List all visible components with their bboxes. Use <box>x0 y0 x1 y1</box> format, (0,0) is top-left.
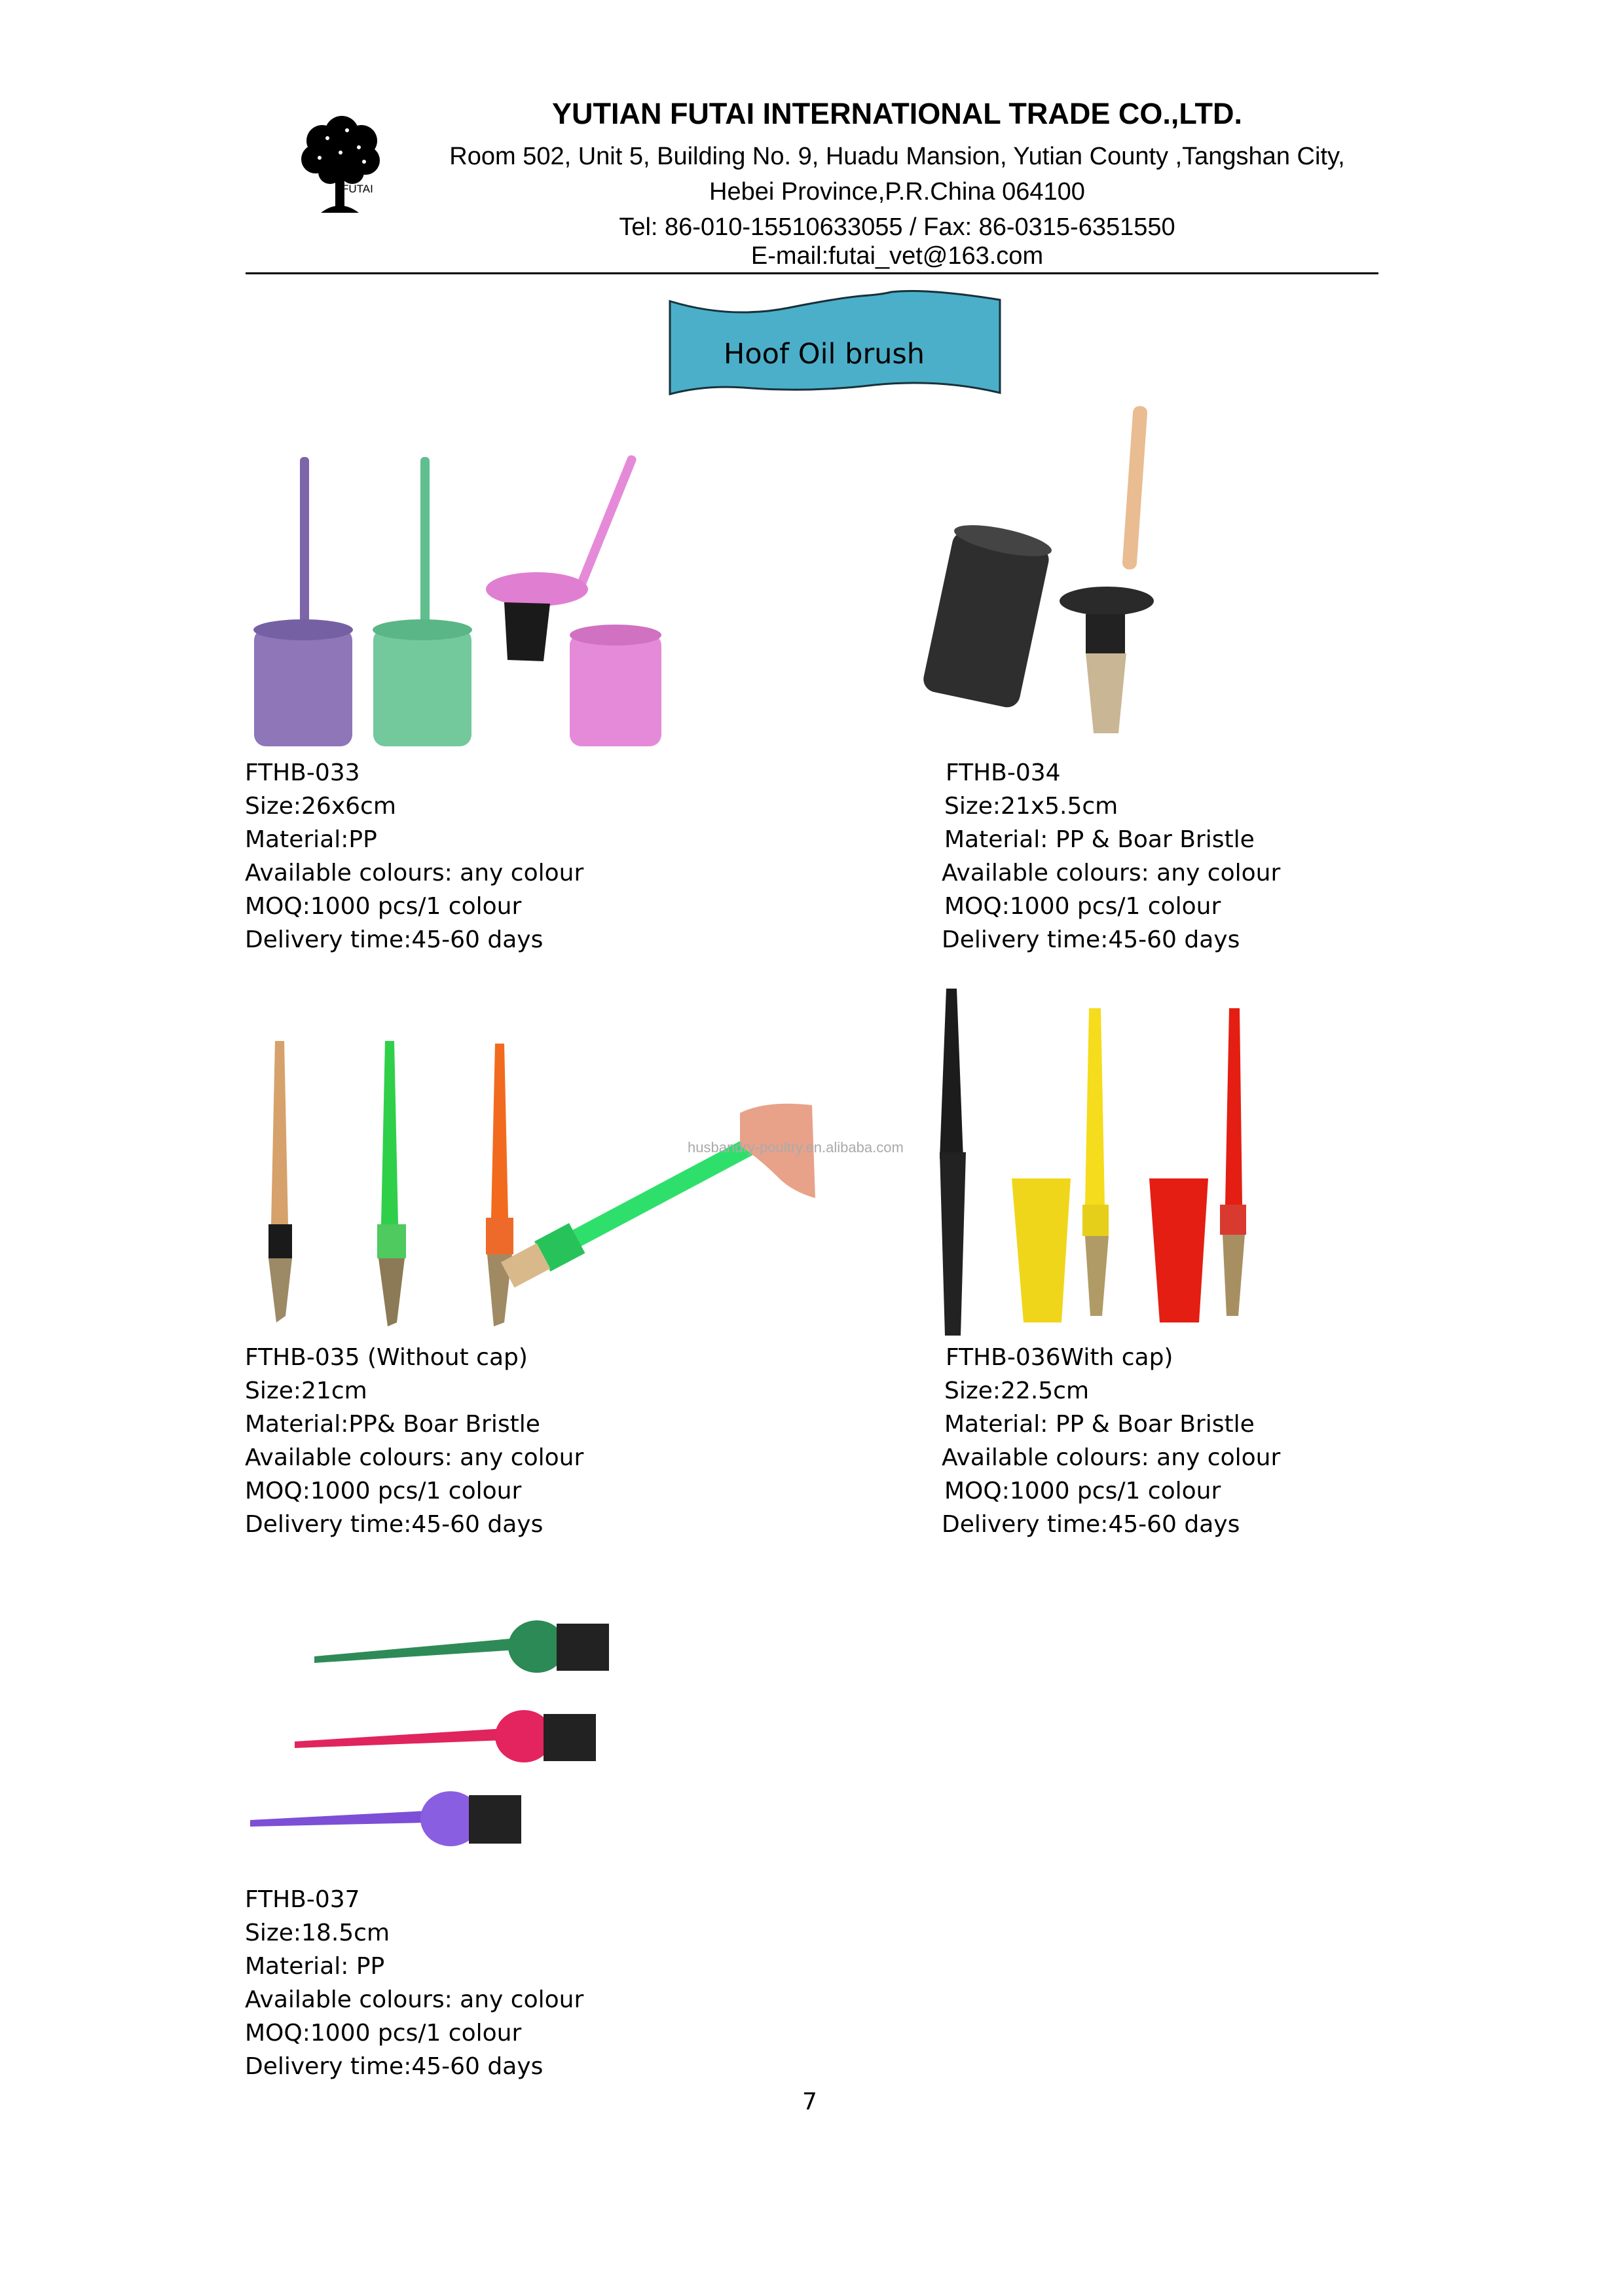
product-code: FTHB-036With cap) <box>946 1344 1173 1371</box>
product-code: FTHB-033 <box>245 759 360 786</box>
product-moq: MOQ:1000 pcs/1 colour <box>944 893 1221 920</box>
product-size: Size:26x6cm <box>245 793 396 820</box>
product-size: Size:18.5cm <box>245 1920 390 1946</box>
company-logo <box>282 115 406 219</box>
product-colours: Available colours: any colour <box>245 1986 584 2013</box>
product-size: Size:22.5cm <box>944 1377 1090 1404</box>
product-colours: Available colours: any colour <box>942 860 1281 886</box>
product-photo-fthb-035 <box>242 1034 904 1336</box>
product-code: FTHB-035 (Without cap) <box>245 1344 528 1371</box>
product-delivery: Delivery time:45-60 days <box>942 926 1240 953</box>
product-fthb-035 <box>245 1341 583 1541</box>
product-fthb-037 <box>245 1883 583 2083</box>
email: E-mail:futai_vet@163.com <box>750 242 1044 270</box>
product-code: FTHB-034 <box>946 759 1061 786</box>
product-moq: MOQ:1000 pcs/1 colour <box>245 1478 522 1504</box>
product-delivery: Delivery time:45-60 days <box>942 1511 1240 1538</box>
product-material: Material: PP & Boar Bristle <box>944 1411 1255 1438</box>
product-material: Material:PP <box>245 826 377 853</box>
tree-logo-icon <box>282 115 406 219</box>
product-photo-fthb-036 <box>913 989 1267 1342</box>
product-size: Size:21cm <box>245 1377 367 1404</box>
product-colours: Available colours: any colour <box>245 1444 584 1471</box>
company-name: YUTIAN FUTAI INTERNATIONAL TRADE CO.,LTD. <box>551 97 1243 130</box>
address-line-2: Hebei Province,P.R.China 064100 <box>709 178 1085 206</box>
header-divider <box>246 272 1378 274</box>
address-line-1: Room 502, Unit 5, Building No. 9, Huadu Mansion, Yutian County ,Tangshan City, <box>449 143 1345 170</box>
product-photo-fthb-033 <box>242 452 661 753</box>
product-photo-fthb-037 <box>242 1597 622 1859</box>
product-fthb-034 <box>942 756 1280 957</box>
tel-fax: Tel: 86-010-15510633055 / Fax: 86-0315-6351550 <box>619 213 1175 241</box>
product-colours: Available colours: any colour <box>942 1444 1281 1471</box>
product-moq: MOQ:1000 pcs/1 colour <box>245 2020 522 2047</box>
product-colours: Available colours: any colour <box>245 860 584 886</box>
product-delivery: Delivery time:45-60 days <box>245 926 544 953</box>
product-moq: MOQ:1000 pcs/1 colour <box>245 893 522 920</box>
product-size: Size:21x5.5cm <box>944 793 1118 820</box>
product-photo-fthb-034 <box>910 406 1185 740</box>
product-material: Material: PP & Boar Bristle <box>944 826 1255 853</box>
product-material: Material: PP <box>245 1953 385 1980</box>
product-code: FTHB-037 <box>245 1886 360 1913</box>
product-fthb-033 <box>245 756 583 957</box>
logo-text: FUTAI <box>342 183 373 195</box>
product-fthb-036 <box>942 1341 1280 1541</box>
watermark-text: husbandry-poultry.en.alibaba.com <box>688 1139 904 1156</box>
page-number: 7 <box>802 2088 817 2115</box>
product-moq: MOQ:1000 pcs/1 colour <box>944 1478 1221 1504</box>
product-material: Material:PP& Boar Bristle <box>245 1411 540 1438</box>
section-title: Hoof Oil brush <box>724 338 925 371</box>
product-delivery: Delivery time:45-60 days <box>245 1511 544 1538</box>
product-delivery: Delivery time:45-60 days <box>245 2053 544 2080</box>
